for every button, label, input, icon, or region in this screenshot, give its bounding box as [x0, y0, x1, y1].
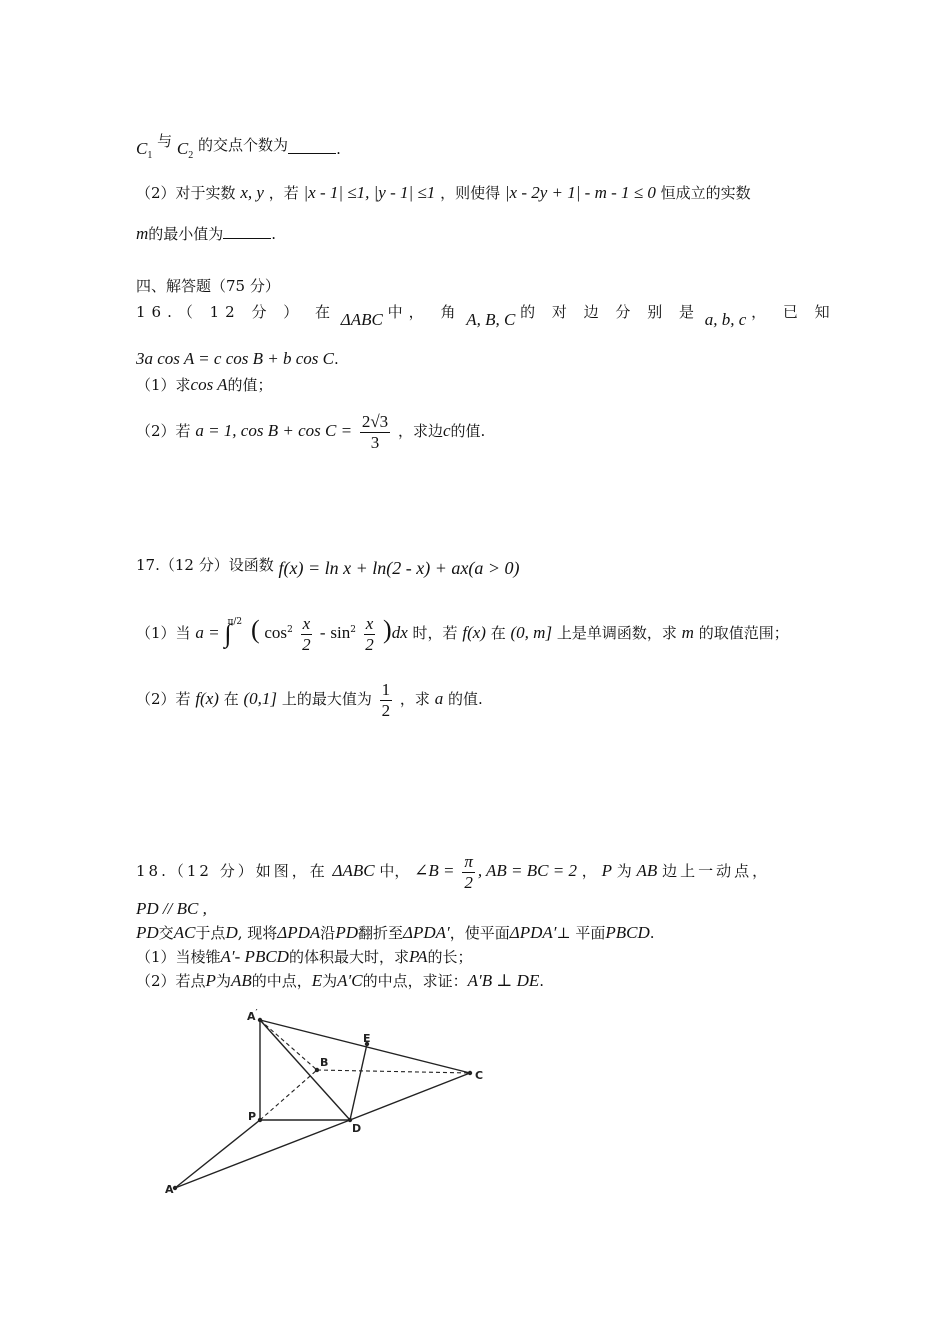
- label-b: B: [320, 1056, 329, 1069]
- q18-part2: （2）若点P为AB的中点，E为A′C的中点，求证：A′B ⊥ DE.: [136, 971, 545, 990]
- edge-a-p: [175, 1120, 260, 1188]
- q16-condition: 3a cos A = c cos B + b cos C.: [136, 349, 339, 368]
- edge-a1-d: [260, 1020, 350, 1120]
- q17-head: 17.（12 分）设函数 f(x) = ln x + ln(2 - x) + ax(a > 0): [136, 556, 520, 578]
- answer-blank: [288, 141, 336, 154]
- q16-head: 16.（ 12 分 ） 在 ΔABC 中， 角 A, B, C 的 对 边 分 别 是 a, b, c ， 已 知: [136, 303, 836, 329]
- q18-head: 18.（12 分）如图，在 ΔABC 中， ∠B = $\frac{\pi}{2}$ , AB = BC = 2 ， P 为 AB 边上一动点，: [136, 852, 771, 892]
- edge-d-e: [350, 1044, 367, 1120]
- label-c: C: [475, 1069, 484, 1082]
- fraction: $\frac{2√3}{3}$: [361, 412, 389, 452]
- q16-part2: （2）若 a = 1, cos B + cos C = $\frac{2√3}{3}$ ，求边c的值.: [136, 412, 486, 452]
- q15-line2: （2）对于实数 x, y ，若 |x - 1| ≤1, |y - 1| ≤1 ，则使得 |x - 2y + 1| - m - 1 ≤ 0 恒成立的实数: [136, 183, 751, 202]
- q16-part1: （1）求cos A的值；: [136, 375, 273, 394]
- q18-line3: PD交AC于点D, 现将ΔPDA沿PD翻折至ΔPDA′，使平面ΔPDA′⊥ 平面PBCD.: [136, 923, 655, 942]
- edge-d-c: [350, 1073, 470, 1120]
- edge-p-b-hidden: [260, 1070, 317, 1120]
- c2-symbol: $C_2$: [176, 139, 194, 161]
- edge-a1-c: [260, 1020, 470, 1073]
- q17-part2: （2）若 f(x) 在 (0,1] 上的最大值为 $\frac{1}{2}$ ，求 a 的值.: [136, 680, 483, 720]
- q17-part1: （1）当 a = ∫$^{\pi/2}$ ( $\cos^2$ $\frac{x}{2}$ - $\sin^2$ $\frac{x}{2}$ )dx 时，若 f(x) 在 (0, m] 上是单调函数，求 m 的取值范围；: [136, 614, 789, 654]
- label-p: P: [248, 1110, 257, 1123]
- c1-symbol: $C_1$: [136, 139, 153, 161]
- integral-sign: ∫: [224, 619, 232, 649]
- label-e: E: [363, 1032, 371, 1045]
- section-title: 四、解答题（75 分）: [136, 277, 280, 295]
- edge-a-d: [175, 1120, 350, 1188]
- q15-line1: $C_1$ 与 $C_2$ 的交点个数为 .: [136, 132, 341, 161]
- edge-b-c-hidden: [317, 1070, 470, 1073]
- q18-part1: （1）当棱锥A′- PBCD的体积最大时，求PA的长；: [136, 947, 473, 966]
- label-d: D: [352, 1122, 362, 1135]
- q15-line3: m的最小值为 .: [136, 224, 277, 243]
- label-a: A: [165, 1183, 174, 1196]
- geometry-figure: [155, 1000, 515, 1200]
- q18-line2: PD // BC ,: [136, 899, 207, 918]
- answer-blank: [223, 226, 271, 239]
- label-a-prime: A′: [247, 1008, 258, 1023]
